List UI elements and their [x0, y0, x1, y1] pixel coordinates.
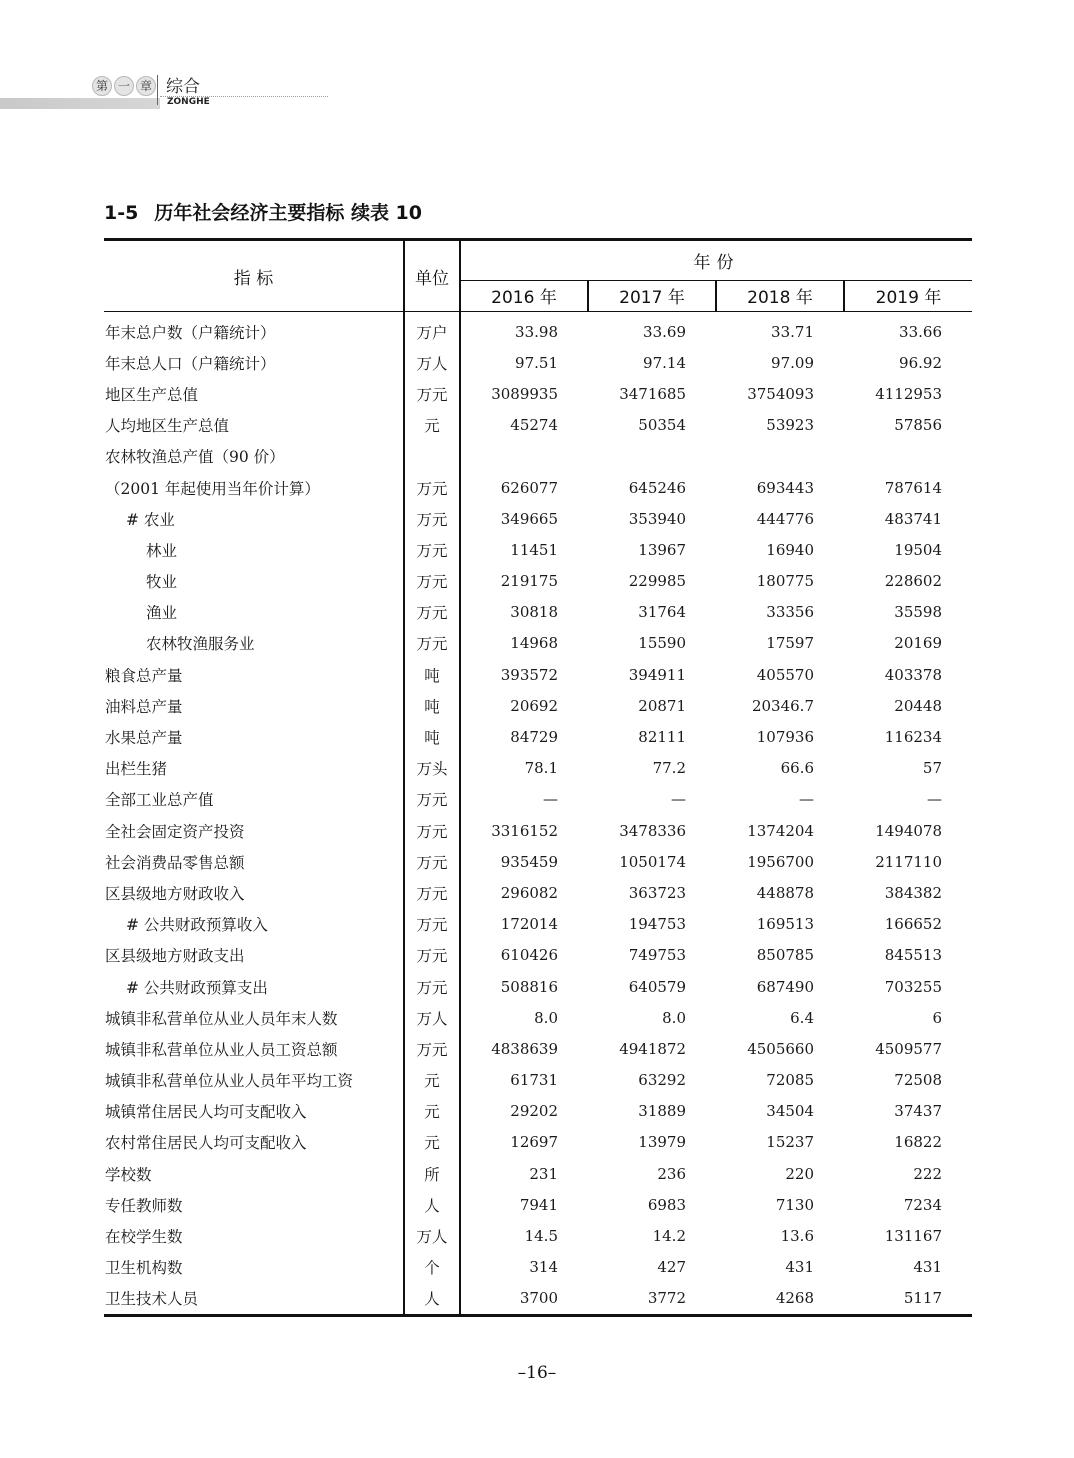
value-cell: 1956700 — [747, 852, 814, 871]
unit-cell: 万元 — [404, 534, 460, 565]
table-row — [104, 441, 972, 472]
indicator-label: 城镇非私营单位从业人员年末人数 — [105, 1009, 338, 1028]
table-title — [104, 198, 422, 225]
unit-cell: 万头 — [404, 753, 460, 784]
indicator-label: 全社会固定资产投资 — [105, 822, 245, 841]
value-cell: 20448 — [894, 696, 942, 715]
indicator-label: 区县级地方财政支出 — [105, 947, 245, 966]
unit-cell: 万元 — [404, 378, 460, 409]
value-cell: 850785 — [756, 946, 814, 965]
table-row — [104, 1096, 972, 1127]
value-cell: 626077 — [500, 478, 558, 497]
value-cell: 4838639 — [491, 1039, 558, 1058]
value-cell: 236 — [657, 1164, 686, 1183]
indicator-table — [104, 238, 972, 1317]
value-cell: 228602 — [884, 572, 942, 591]
value-cell: 50354 — [638, 416, 686, 435]
chapter-char-1: 第 — [92, 76, 112, 96]
value-cell: 20871 — [638, 696, 686, 715]
value-cell: 45274 — [510, 416, 558, 435]
unit-cell: 万元 — [404, 472, 460, 503]
value-cell: 845513 — [884, 946, 942, 965]
table-row — [104, 1252, 972, 1283]
table-row — [104, 1283, 972, 1316]
value-cell: 1494078 — [875, 821, 942, 840]
unit-cell: 吨 — [404, 659, 460, 690]
value-cell: — — [799, 790, 814, 809]
value-cell: 7234 — [903, 1195, 942, 1214]
table-row — [104, 1033, 972, 1064]
year-header-2019: 2019 年 — [844, 280, 972, 311]
value-cell: 220 — [785, 1164, 814, 1183]
value-cell: 15237 — [766, 1133, 814, 1152]
value-cell: 16822 — [894, 1133, 942, 1152]
value-cell: 3471685 — [619, 384, 686, 403]
indicator-label: 出栏生猪 — [105, 760, 168, 779]
value-cell: 33.69 — [643, 322, 686, 341]
value-cell: 15590 — [638, 634, 686, 653]
value-cell: 33.66 — [899, 322, 942, 341]
header-band — [0, 98, 160, 109]
value-cell: 8.0 — [534, 1008, 558, 1027]
unit-cell: 所 — [404, 1158, 460, 1189]
indicator-label: 城镇非私营单位从业人员年平均工资 — [105, 1072, 354, 1091]
unit-cell: 万元 — [404, 566, 460, 597]
value-cell — [844, 441, 972, 472]
value-cell: 7941 — [519, 1195, 558, 1214]
table-row — [104, 1158, 972, 1189]
value-cell: 7130 — [775, 1195, 814, 1214]
unit-cell: 万人 — [404, 1220, 460, 1251]
indicator-label: 年末总人口（户籍统计） — [105, 354, 276, 373]
indicator-label: 油料总产量 — [105, 697, 183, 716]
unit-cell: 万元 — [404, 784, 460, 815]
value-cell: 33.98 — [515, 322, 558, 341]
page-number: –16– — [517, 1363, 557, 1383]
value-cell — [588, 441, 716, 472]
value-cell: 84729 — [510, 728, 558, 747]
value-cell: 431 — [785, 1258, 814, 1277]
value-cell: 703255 — [884, 977, 942, 996]
value-cell: — — [543, 790, 558, 809]
unit-cell: 吨 — [404, 721, 460, 752]
indicator-column-header: 指 标 — [104, 240, 404, 312]
value-cell: 13.6 — [780, 1227, 814, 1246]
value-cell: 77.2 — [652, 759, 686, 778]
header-title: 综合 — [166, 77, 200, 97]
year-header-2016: 2016 年 — [460, 280, 588, 311]
value-cell: 169513 — [756, 915, 814, 934]
indicator-label: 人均地区生产总值 — [105, 417, 230, 436]
chapter-char-2: 一 — [114, 76, 134, 96]
value-cell: 640579 — [628, 977, 686, 996]
value-cell: 20169 — [894, 634, 942, 653]
unit-cell: 万人 — [404, 347, 460, 378]
value-cell: 14.2 — [652, 1227, 686, 1246]
value-cell: 97.51 — [515, 353, 558, 372]
table-row — [104, 472, 972, 503]
value-cell: 35598 — [894, 603, 942, 622]
value-cell: 405570 — [756, 665, 814, 684]
value-cell: 57 — [922, 759, 942, 778]
value-cell: 53923 — [766, 416, 814, 435]
table-row — [104, 1220, 972, 1251]
value-cell — [716, 441, 844, 472]
value-cell: 219175 — [500, 572, 558, 591]
table-title-text: 历年社会经济主要指标 续表 10 — [154, 202, 422, 224]
value-cell: 3772 — [647, 1289, 686, 1308]
unit-cell: 万元 — [404, 971, 460, 1002]
value-cell: 17597 — [766, 634, 814, 653]
unit-cell: 人 — [404, 1189, 460, 1220]
value-cell: 33356 — [766, 603, 814, 622]
value-cell: 31889 — [638, 1102, 686, 1121]
value-cell: 394911 — [628, 665, 686, 684]
indicator-label: # 公共财政预算支出 — [126, 978, 268, 997]
chapter-badge — [92, 75, 156, 97]
unit-cell: 个 — [404, 1252, 460, 1283]
table-row — [104, 909, 972, 940]
table-row — [104, 534, 972, 565]
value-cell: 72508 — [894, 1071, 942, 1090]
value-cell: 96.92 — [899, 353, 942, 372]
indicator-label: 农林牧渔总产值（90 价） — [105, 448, 285, 467]
value-cell: — — [671, 790, 686, 809]
value-cell: 448878 — [756, 883, 814, 902]
value-cell — [460, 441, 588, 472]
indicator-label: # 农业 — [126, 510, 175, 529]
unit-cell: 万元 — [404, 503, 460, 534]
indicator-label: （2001 年起使用当年价计算） — [105, 479, 320, 498]
unit-cell: 万元 — [404, 909, 460, 940]
unit-cell: 万户 — [404, 312, 460, 348]
value-cell: 2117110 — [875, 852, 942, 871]
unit-cell: 万元 — [404, 877, 460, 908]
value-cell: 4268 — [775, 1289, 814, 1308]
table-row — [104, 628, 972, 659]
value-cell: 14.5 — [524, 1227, 558, 1246]
value-cell: 180775 — [756, 572, 814, 591]
value-cell: 16940 — [766, 540, 814, 559]
value-cell: 63292 — [638, 1071, 686, 1090]
unit-cell: 万元 — [404, 940, 460, 971]
table-row — [104, 312, 972, 348]
value-cell: 97.09 — [771, 353, 814, 372]
value-cell: 13979 — [638, 1133, 686, 1152]
value-cell: 172014 — [500, 915, 558, 934]
indicator-label: 学校数 — [105, 1165, 152, 1184]
unit-cell: 元 — [404, 1096, 460, 1127]
table-row — [104, 410, 972, 441]
value-cell: — — [927, 790, 942, 809]
value-cell: 194753 — [628, 915, 686, 934]
table-row — [104, 1002, 972, 1033]
value-cell: 6983 — [647, 1195, 686, 1214]
chapter-char-3: 章 — [136, 76, 156, 96]
table-row — [104, 940, 972, 971]
value-cell: 66.6 — [780, 759, 814, 778]
value-cell: 5117 — [903, 1289, 942, 1308]
value-cell: 20346.7 — [751, 696, 814, 715]
table-row — [104, 503, 972, 534]
value-cell: 37437 — [894, 1102, 942, 1121]
value-cell: 14968 — [510, 634, 558, 653]
value-cell: 6.4 — [790, 1008, 814, 1027]
value-cell: 1050174 — [619, 852, 686, 871]
header-separator — [157, 75, 158, 105]
value-cell: 645246 — [628, 478, 686, 497]
unit-cell: 万元 — [404, 846, 460, 877]
value-cell: 82111 — [638, 728, 686, 747]
value-cell: 29202 — [510, 1102, 558, 1121]
value-cell: 749753 — [628, 946, 686, 965]
table-row — [104, 597, 972, 628]
value-cell: 13967 — [638, 540, 686, 559]
value-cell: 363723 — [628, 883, 686, 902]
unit-cell: 元 — [404, 1065, 460, 1096]
indicator-label: # 公共财政预算收入 — [126, 916, 268, 935]
value-cell: 349665 — [500, 509, 558, 528]
value-cell: 787614 — [884, 478, 942, 497]
indicator-label: 城镇常住居民人均可支配收入 — [105, 1103, 307, 1122]
value-cell: 444776 — [756, 509, 814, 528]
value-cell: 72085 — [766, 1071, 814, 1090]
value-cell: 30818 — [510, 603, 558, 622]
table-row — [104, 690, 972, 721]
indicator-label: 林业 — [146, 541, 178, 560]
table-row — [104, 971, 972, 1002]
indicator-label: 专任教师数 — [105, 1196, 183, 1215]
table-row — [104, 566, 972, 597]
unit-cell: 万元 — [404, 1033, 460, 1064]
unit-cell: 元 — [404, 1127, 460, 1158]
table-row — [104, 877, 972, 908]
value-cell: 3754093 — [747, 384, 814, 403]
indicator-label: 水果总产量 — [105, 729, 183, 748]
value-cell: 384382 — [884, 883, 942, 902]
indicator-label: 卫生机构数 — [105, 1259, 183, 1278]
indicator-label: 地区生产总值 — [105, 385, 199, 404]
value-cell: 483741 — [884, 509, 942, 528]
value-cell: 314 — [529, 1258, 558, 1277]
value-cell: 1374204 — [747, 821, 814, 840]
value-cell: 231 — [529, 1164, 558, 1183]
value-cell: 3316152 — [491, 821, 558, 840]
value-cell: 4941872 — [619, 1039, 686, 1058]
value-cell: 12697 — [510, 1133, 558, 1152]
value-cell: 20692 — [510, 696, 558, 715]
value-cell: 3089935 — [491, 384, 558, 403]
value-cell: 403378 — [884, 665, 942, 684]
table-row — [104, 846, 972, 877]
value-cell: 427 — [657, 1258, 686, 1277]
value-cell: 610426 — [500, 946, 558, 965]
value-cell: 166652 — [884, 915, 942, 934]
value-cell: 11451 — [510, 540, 558, 559]
indicator-label: 社会消费品零售总额 — [105, 853, 245, 872]
value-cell: 107936 — [756, 728, 814, 747]
header-subtitle: ZONGHE — [167, 97, 210, 107]
unit-column-header: 单位 — [404, 240, 460, 312]
value-cell: 8.0 — [662, 1008, 686, 1027]
value-cell: 34504 — [766, 1102, 814, 1121]
value-cell: 222 — [913, 1164, 942, 1183]
value-cell: 4509577 — [875, 1039, 942, 1058]
table-body — [104, 312, 972, 1316]
unit-cell: 万元 — [404, 628, 460, 659]
value-cell: 6 — [932, 1008, 942, 1027]
indicator-label: 牧业 — [146, 573, 178, 592]
value-cell: 33.71 — [771, 322, 814, 341]
value-cell: 296082 — [500, 883, 558, 902]
unit-cell: 万元 — [404, 815, 460, 846]
indicator-label: 卫生技术人员 — [105, 1290, 199, 1309]
value-cell: 353940 — [628, 509, 686, 528]
value-cell: 687490 — [756, 977, 814, 996]
indicator-label: 年末总户数（户籍统计） — [105, 323, 276, 342]
value-cell: 131167 — [884, 1227, 942, 1246]
indicator-label: 粮食总产量 — [105, 666, 183, 685]
value-cell: 31764 — [638, 603, 686, 622]
value-cell: 693443 — [756, 478, 814, 497]
indicator-label: 农林牧渔服务业 — [146, 635, 255, 654]
year-group-header: 年份 — [460, 240, 972, 281]
table-row — [104, 784, 972, 815]
value-cell: 4112953 — [875, 384, 942, 403]
value-cell: 78.1 — [524, 759, 558, 778]
table-row — [104, 1065, 972, 1096]
unit-cell: 元 — [404, 410, 460, 441]
value-cell: 935459 — [500, 852, 558, 871]
value-cell: 57856 — [894, 416, 942, 435]
unit-cell: 人 — [404, 1283, 460, 1316]
indicator-label: 在校学生数 — [105, 1228, 183, 1247]
value-cell: 61731 — [510, 1071, 558, 1090]
indicator-label: 区县级地方财政收入 — [105, 884, 245, 903]
value-cell: 393572 — [500, 665, 558, 684]
table-row — [104, 753, 972, 784]
year-header-2018: 2018 年 — [716, 280, 844, 311]
value-cell: 116234 — [884, 728, 942, 747]
indicator-label: 渔业 — [146, 604, 178, 623]
indicator-label: 城镇非私营单位从业人员工资总额 — [105, 1040, 338, 1059]
value-cell: 3478336 — [619, 821, 686, 840]
table-row — [104, 1189, 972, 1220]
table-row — [104, 378, 972, 409]
indicator-label: 农村常住居民人均可支配收入 — [105, 1134, 307, 1153]
value-cell: 508816 — [500, 977, 558, 996]
value-cell: 4505660 — [747, 1039, 814, 1058]
table-row — [104, 1127, 972, 1158]
unit-cell — [404, 441, 460, 472]
unit-cell: 万人 — [404, 1002, 460, 1033]
value-cell: 97.14 — [643, 353, 686, 372]
table-row — [104, 659, 972, 690]
table-row — [104, 815, 972, 846]
value-cell: 431 — [913, 1258, 942, 1277]
indicator-label: 全部工业总产值 — [105, 791, 214, 810]
table-number: 1-5 — [104, 202, 139, 224]
value-cell: 19504 — [894, 540, 942, 559]
value-cell: 229985 — [628, 572, 686, 591]
table-row — [104, 347, 972, 378]
table-row — [104, 721, 972, 752]
year-header-2017: 2017 年 — [588, 280, 716, 311]
unit-cell: 万元 — [404, 597, 460, 628]
value-cell: 3700 — [519, 1289, 558, 1308]
unit-cell: 吨 — [404, 690, 460, 721]
